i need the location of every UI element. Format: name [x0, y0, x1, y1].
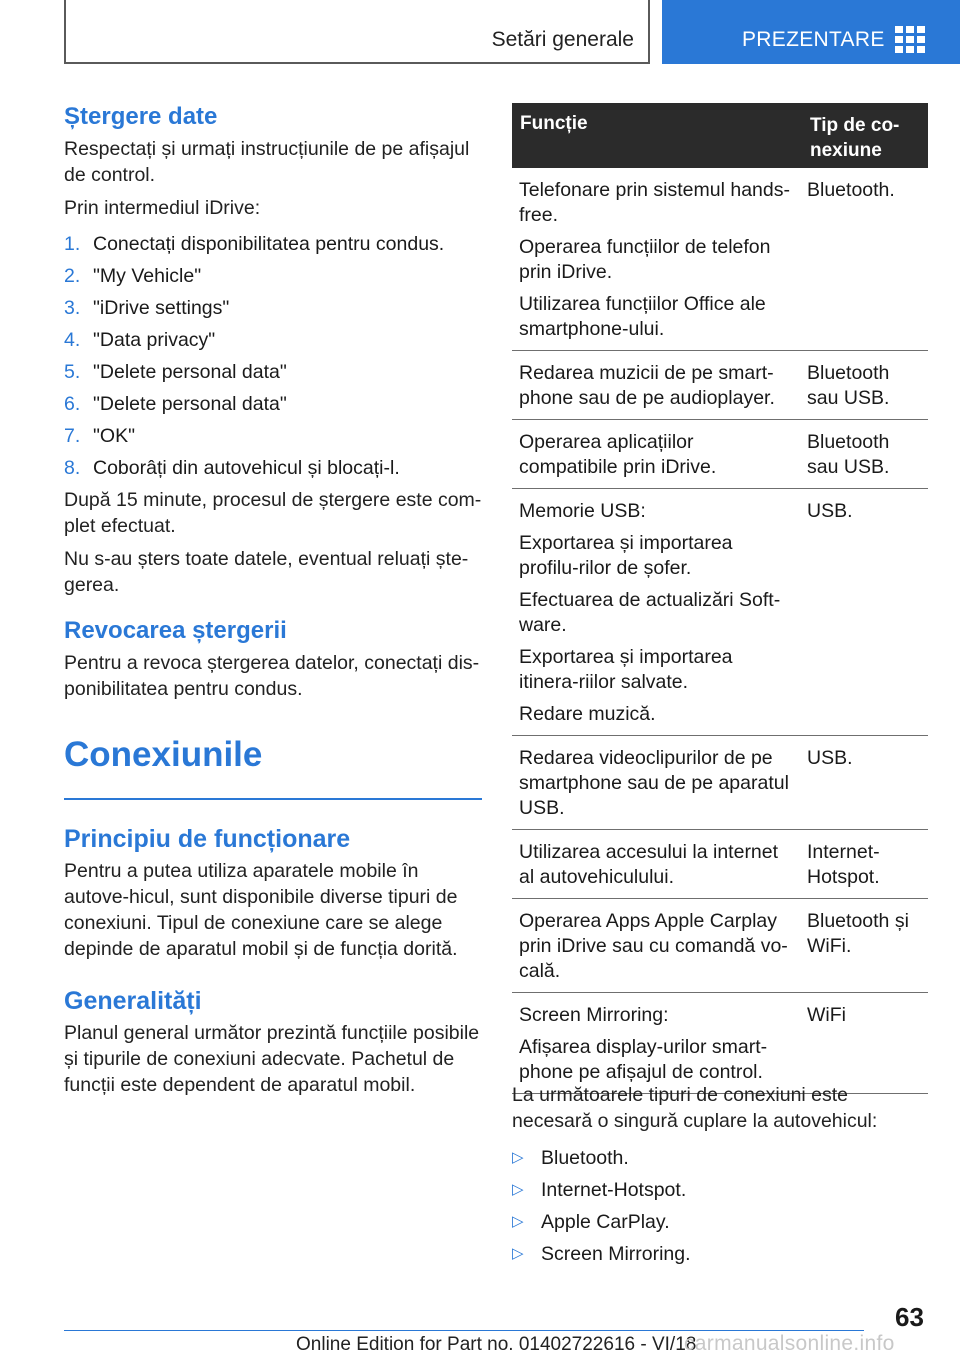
step-item [64, 292, 482, 324]
step-item [64, 388, 482, 420]
table-row [512, 736, 928, 830]
step-number: 8. [64, 457, 81, 479]
step-item [64, 452, 482, 484]
function-cell [512, 1003, 803, 1085]
pairing-info [512, 1082, 928, 1270]
function-line: Exportarea și importarea itinera-riilor salvate. [519, 646, 733, 693]
footer-watermark: carmanualsonline.info [684, 1332, 895, 1355]
function-line: Redare muzică. [519, 703, 656, 725]
pairing-item [512, 1174, 928, 1206]
table-row [512, 168, 928, 351]
connection-cell: Bluetooth și WiFi. [807, 910, 909, 957]
principle-text: Pentru a putea utiliza aparatele mobile în autove-hicul, sunt disponibile diverse tipuri de conexiuni. Tipul de conexiune care se alege depinde de aparatul mobil și de funcția dorită. [64, 860, 458, 960]
function-line: Exportarea și importarea profilu-rilor de șofer. [519, 532, 733, 579]
function-line: Screen Mirroring: [519, 1004, 669, 1026]
heading-revoke-delete: Revocarea ștergerii [64, 617, 287, 644]
function-line: Efectuarea de actualizări Soft-ware. [519, 589, 781, 636]
connection-cell: Bluetooth. [807, 179, 895, 201]
function-line: Telefonare prin sistemul hands-free. [519, 179, 790, 226]
triangle-bullet-icon: ▷ [512, 1245, 524, 1262]
function-line: Operarea aplicațiilor compatibile prin iDrive. [519, 431, 717, 478]
header-section-tab [64, 0, 650, 64]
connection-cell: WiFi [807, 1004, 846, 1026]
pairing-item [512, 1206, 928, 1238]
pairing-item-text: Apple CarPlay. [541, 1211, 670, 1233]
table-row [512, 993, 928, 1094]
step-item [64, 420, 482, 452]
function-line: Utilizarea funcțiilor Office ale smartphone-ului. [519, 293, 766, 340]
function-line: Redarea muzicii de pe smart-phone sau de pe audioplayer. [519, 362, 775, 409]
function-cell [512, 909, 803, 984]
connections-table [512, 103, 928, 1094]
step-number: 6. [64, 393, 81, 415]
step-item [64, 260, 482, 292]
revoke-text: Pentru a revoca ștergerea datelor, conectați dis-ponibilitatea pentru condus. [64, 652, 480, 700]
footer-edition: Online Edition for Part no. 01402722616 - VI/18 [296, 1334, 697, 1355]
table-row [512, 899, 928, 993]
step-number: 5. [64, 361, 81, 383]
pairing-item-text: Bluetooth. [541, 1147, 629, 1169]
connection-cell: Bluetooth sau USB. [807, 362, 890, 409]
table-row [512, 489, 928, 736]
step-text: Coborâți din autovehicul și blocați-l. [93, 457, 400, 479]
function-line: Operarea Apps Apple Carplay prin iDrive sau cu comandă vo-cală. [519, 910, 788, 982]
table-body [512, 168, 928, 1094]
header-nav-button[interactable] [662, 0, 960, 64]
table-header-connection-type: Tip de co-nexiune [810, 115, 900, 161]
function-cell [512, 430, 803, 480]
step-text: Conectați disponibilitatea pentru condus. [93, 233, 445, 255]
heading-delete-data: Ștergere date [64, 103, 218, 130]
step-number: 2. [64, 265, 81, 287]
table-row [512, 830, 928, 899]
footer-rule [64, 1330, 864, 1331]
function-cell [512, 746, 803, 821]
step-text: "OK" [93, 425, 136, 447]
step-text: "Delete personal data" [93, 361, 287, 383]
table-row [512, 351, 928, 420]
function-line: Memorie USB: [519, 500, 646, 522]
step-text: "Data privacy" [93, 329, 216, 351]
connection-cell: USB. [807, 500, 853, 522]
header-nav-label: PREZENTARE [742, 28, 885, 51]
function-cell [512, 840, 803, 890]
header-section-label: Setări generale [491, 28, 634, 51]
idrive-intro-text: Prin intermediul iDrive: [64, 197, 261, 219]
delete-instruction-text: Respectați și urmați instrucțiunile de pe afișajul de control. [64, 138, 470, 186]
section-divider [64, 798, 482, 800]
function-line: Afișarea display-urilor smart-phone pe afișajul de control. [519, 1036, 768, 1083]
left-column [64, 100, 482, 1098]
step-number: 7. [64, 425, 81, 447]
pairing-item-text: Screen Mirroring. [541, 1243, 691, 1265]
function-line: Operarea funcțiilor de telefon prin iDrive. [519, 236, 771, 283]
pairing-item [512, 1142, 928, 1174]
connection-cell: Internet-Hotspot. [807, 841, 880, 888]
heading-connections: Conexiunile [64, 735, 263, 774]
pairing-intro-text: La următoarele tipuri de conexiuni este necesară o singură cuplare la autovehicul: [512, 1084, 878, 1132]
step-number: 1. [64, 233, 81, 255]
delete-incomplete-text: Nu s-au șters toate datele, eventual reluați ște-gerea. [64, 548, 469, 596]
step-item [64, 324, 482, 356]
function-line: Utilizarea accesului la internet al autovehiculului. [519, 841, 779, 888]
triangle-bullet-icon: ▷ [512, 1213, 524, 1230]
grid-menu-icon[interactable] [895, 26, 925, 54]
table-header-function: Funcție [520, 113, 588, 134]
page-number: 63 [895, 1302, 924, 1332]
connection-cell: Bluetooth sau USB. [807, 431, 890, 478]
function-cell [512, 361, 803, 411]
pairing-list [512, 1142, 928, 1270]
table-header-row [512, 103, 928, 168]
delete-steps-list [64, 228, 482, 484]
function-line: Redarea videoclipurilor de pe smartphone sau de pe aparatul USB. [519, 747, 789, 819]
pairing-item-text: Internet-Hotspot. [541, 1179, 687, 1201]
step-number: 4. [64, 329, 81, 351]
triangle-bullet-icon: ▷ [512, 1181, 524, 1198]
pairing-item [512, 1238, 928, 1270]
step-item [64, 228, 482, 260]
step-number: 3. [64, 297, 81, 319]
triangle-bullet-icon: ▷ [512, 1149, 524, 1166]
step-text: "My Vehicle" [93, 265, 202, 287]
function-cell [512, 178, 803, 342]
general-text: Planul general următor prezintă funcțiile posibile și tipurile de conexiuni adecvate. Pachetul de funcții este dependent de aparatul mobil. [64, 1022, 480, 1096]
function-cell [512, 499, 803, 727]
table-row [512, 420, 928, 489]
step-text: "Delete personal data" [93, 393, 287, 415]
heading-operating-principle: Principiu de funcționare [64, 825, 351, 853]
delete-duration-text: După 15 minute, procesul de ștergere este com-plet efectuat. [64, 489, 482, 537]
step-text: "iDrive settings" [93, 297, 230, 319]
step-item [64, 356, 482, 388]
heading-general: Generalități [64, 987, 202, 1015]
connection-cell: USB. [807, 747, 853, 769]
